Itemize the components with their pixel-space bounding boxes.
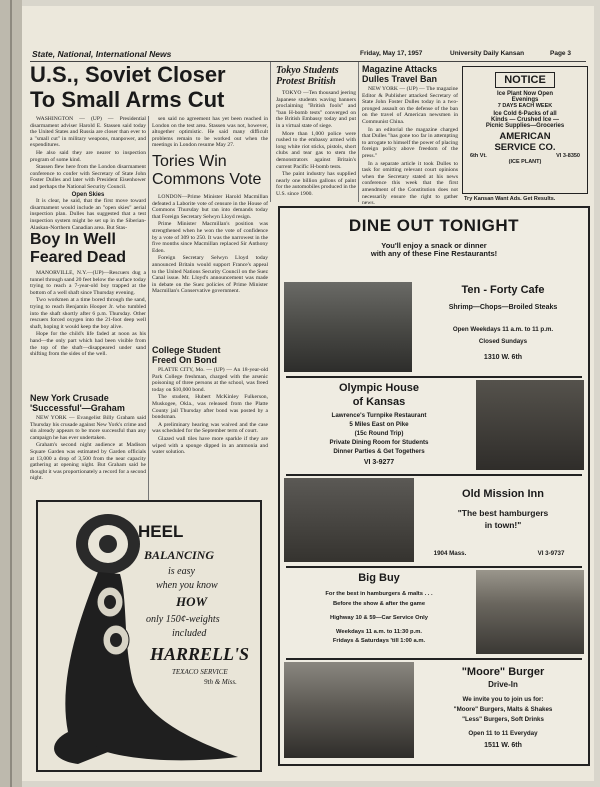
notice-line-6: Picnic Supplies—Groceries <box>485 123 565 129</box>
tokyo-para-2: More than 1,000 police were rushed to the embassy armed with long white riot sticks, pistols, short clubs and tear gas to stem the demonstrators against Britain's current Pacific H-bomb tests. <box>276 130 356 170</box>
magazine-headline-2: Dulles Travel Ban <box>362 74 438 84</box>
notice-company-1: AMERICAN <box>499 131 551 142</box>
ad-divider <box>286 474 582 476</box>
lead-para-5: sen said no agreement has yet been reached in London on the test area. Stassen was not, however, altogether optimistic. He said many difficult problems remain to be worked out when the meetings in London resume May 27. <box>152 116 268 149</box>
boy-story <box>30 270 146 392</box>
magazine-para-1: NEW YORK — (UP) — The magazine Editor & Publisher attacked Secretary of State John Foster Dulles today in a two-pronged assault on the defense of the ban on the travel of American newsmen in Communist China. <box>362 86 458 125</box>
boy-headline-1: Boy In Well <box>30 231 116 248</box>
newspaper-page <box>22 6 594 781</box>
dine-sub-2: with any of these Fine Restaurants! <box>370 249 498 258</box>
r4-name: Big Buy <box>358 572 400 584</box>
notice-title: NOTICE <box>495 72 555 88</box>
r5-line-2: "Moore" Burgers, Malts & Shakes <box>453 706 553 713</box>
college-story <box>152 367 268 497</box>
r2-desc: Lawrence's Turnpike Restaurant <box>331 412 427 419</box>
lead-headline-2: To Small Arms Cut <box>30 87 225 112</box>
crusade-story <box>30 415 146 497</box>
r3-phone: VI 3-9737 <box>537 550 565 557</box>
r5-name-1: "Moore" Burger <box>461 666 545 678</box>
notice-company-2: SERVICE CO. <box>494 142 556 153</box>
magazine-headline-1: Magazine Attacks <box>362 64 438 74</box>
notice-ice: (ICE PLANT) <box>508 159 542 165</box>
issue-date: Friday, May 17, 1957 <box>360 50 423 57</box>
crusade-headline-1: New York Crusade <box>30 393 109 403</box>
tories-para-3: Foreign Secretary Selwyn Lloyd today announced Britain would support France's appeal to the United Nations Security Council on the Suez Canal issue. Mr. Lloyd's announcement was made in debate on the Suez policies of Prime Minister Macmillan's Conservative government. <box>152 255 268 295</box>
ad-divider <box>286 658 582 660</box>
college-para-3: A preliminary hearing was waived and the case was scheduled for the September term of court. <box>152 421 268 435</box>
r4-line-2: Before the show & after the game <box>332 601 426 607</box>
page-number: Page 3 <box>550 50 571 57</box>
wheel-line-1: is easy <box>168 566 195 577</box>
notice-line-1: Ice Plant Now Open <box>496 91 553 97</box>
boy-headline-2: Feared Dead <box>30 249 127 266</box>
crusade-para-2: Graham's second night audience at Madison Square Garden was estimated by Garden officials at 13,000 a drop of 3,500 from the near capacity gathering at opening night. But Graham said he thought it was proportionately a record for a second night. <box>30 442 146 482</box>
notice-line-3: 7 DAYS EACH WEEK <box>497 103 553 109</box>
r5-line-1: We invite you to join us for: <box>462 696 544 703</box>
r3-quote-1: "The best hamburgers <box>457 508 549 518</box>
wheel-word-2: BALANCING <box>144 548 215 562</box>
tories-para-1: LONDON—Prime Minister Harold Macmillan defeated a Laborite vote of censure in the House of Commons Thursday but ran into demands today that Foreign Secretary Selwyn Lloyd resign. <box>152 194 268 220</box>
college-headline-2: Freed On Bond <box>152 355 217 365</box>
r1-hours: Open Weekdays 11 a.m. to 11 p.m. <box>452 326 554 333</box>
tories-headline-1: Tories Win <box>152 153 227 170</box>
lead-para-1: WASHINGTON — (UP) — Presidential disarmament adviser Harold E. Stassen said today the United States and Russia are closer than ever to a "small cut" in military weapons, manpower, and expenditures. <box>30 116 146 149</box>
r2-name-1: Olympic House <box>338 382 420 394</box>
dine-title: DINE OUT TONIGHT <box>348 216 520 235</box>
ten-forty-photo <box>284 282 412 372</box>
wheel-service: TEXACO SERVICE <box>172 668 228 676</box>
magazine-para-2: In an editorial the magazine charged that Dulles "has gone too far in attempting to arrogate to himself the power of placing foreign policy above freedom of the press." <box>362 126 458 159</box>
notice-phone: VI 3-8350 <box>556 153 580 159</box>
paper-name: University Daily Kansan <box>450 50 525 57</box>
college-para-2: The student, Hubert McKinley Fulkerson, Muskogee, Okla., was released from the Platte County jail Thursday after bond was posted by a bondsman. <box>152 394 268 421</box>
r2-name-2: of Kansas <box>352 396 406 408</box>
r5-name-2: Drive-In <box>488 680 518 689</box>
binding-line <box>10 0 12 787</box>
dine-sub-1: You'll enjoy a snack or dinner <box>381 241 487 250</box>
r4-line-3: Highway 10 & 59—Car Service Only <box>330 615 428 621</box>
r4-line-5: Fridays & Saturdays 'till 1:00 a.m. <box>332 638 426 644</box>
college-para-4: Glazed wall tiles have more sparkle if they are wiped with a sponge dipped in an ammonia and water solution. <box>152 435 268 456</box>
dine-out-ad <box>278 206 590 766</box>
big-buy-photo <box>476 570 584 654</box>
boy-para-2: Two workmen at a time bored through the sand, trying to reach Benjamin Hooper Jr. who tumbled into the shaft shortly after 6 p.m. Thursday. Other rescuers forced oxygen into the 21-foot deep well shaft, hoping it would keep the boy alive. <box>30 297 146 330</box>
lead-headline-1: U.S., Soviet Closer <box>30 62 226 87</box>
college-para-1: PLATTE CITY, Mo. — (UP) — An 18-year-old Park College freshman, charged with the arsenic poisoning of three persons at the school, was freed today on $10,000 bond. <box>152 367 268 393</box>
notice-line-4: Ice Cold 6-Packs of all <box>493 111 557 117</box>
column-rule <box>358 62 359 202</box>
notice-line-5: Kinds — Crushed Ice — <box>490 117 559 123</box>
lead-subhead: Open Skies <box>71 191 105 198</box>
r5-line-4: Open 11 to 11 Everyday <box>468 730 538 737</box>
college-headline-1: College Student <box>152 345 221 355</box>
ad-divider <box>286 376 582 378</box>
tokyo-para-3: The paint industry has supplied nearly one billion gallons of paint for the automobiles produced in the U.S. since 1900. <box>276 171 356 197</box>
crusade-para-1: NEW YORK — Evangelist Billy Graham said Thursday his crusade against New York's crime and sin already appears to be more successful than any campaign he has ever undertaken. <box>30 415 146 441</box>
old-mission-photo <box>284 478 414 562</box>
wheel-balancing-ad <box>36 500 262 772</box>
wheel-address: 9th & Miss. <box>204 678 237 686</box>
magazine-para-3: In a separate article it took Dulles to task for omitting relevant court opinions when the Secretary stated at his news conference this week that the first amendment of the Constitution does not necessarily ensure the right to gather news. <box>362 160 458 207</box>
r1-desc: Shrimp—Chops—Broiled Steaks <box>448 304 558 311</box>
wheel-brand: HARRELL'S <box>150 644 250 664</box>
r1-closed: Closed Sundays <box>478 338 528 345</box>
r5-line-3: "Less" Burgers, Soft Drinks <box>462 716 544 723</box>
lead-para-2: He also said they are nearer to inspection program of some kind. <box>30 149 146 163</box>
lead-para-3: Stassen flew here from the London disarmament conference to confer with Secretary of State John Foster Dulles and later with President Eisenhower and perhaps the National Security Council. <box>30 164 146 190</box>
notice-line-2: Evenings <box>511 97 539 103</box>
moore-burger-photo <box>284 662 414 758</box>
r2-line-4: Private Dining Room for Students <box>329 439 429 446</box>
boy-para-3: Hope for the child's life faded at noon as his hand—the only part which had been visible from the top of the shaft—disappeared under sand shifting from the sides of the well. <box>30 331 146 358</box>
ad-divider <box>286 566 582 568</box>
wheel-line-4: only 150¢-weights <box>146 614 220 625</box>
wheel-line-2: when you know <box>156 580 218 591</box>
r2-line-3: (15c Round Trip) <box>354 430 404 437</box>
r2-line-2: 5 Miles East on Pike <box>349 421 409 428</box>
r4-line-1: For the best in hamburgers & malts . . . <box>325 591 433 597</box>
tokyo-headline-2: Protest British <box>276 76 336 87</box>
tories-para-2: Prime Minister Macmillan's position was strengthened when he won the vote of confidence by a vote of 309 to 250. It was the narrowest in the five months since Macmillan replaced Sir Anthony Eden. <box>152 221 268 254</box>
wheel-line-5: included <box>172 628 207 639</box>
lead-story-col1 <box>30 116 146 231</box>
magazine-story <box>362 86 458 207</box>
tories-story <box>152 194 268 344</box>
r3-name: Old Mission Inn <box>462 488 544 500</box>
r1-name: Ten - Forty Cafe <box>461 284 545 296</box>
column-rule <box>270 62 271 202</box>
tokyo-headline-1: Tokyo Students <box>276 65 339 76</box>
want-ads-tagline: Try Kansan Want Ads. Get Results. <box>464 196 556 202</box>
tokyo-story <box>276 90 356 202</box>
lead-para-4: It is clear, he said, that the first move toward disarmament would include an "open skies" aerial inspection plan. Dulles has suggested that a test inspection system might be set up in the Siberian-Alaskan-Northern Canadian area. But Stas- <box>30 198 146 231</box>
r3-address: 1904 Mass. <box>433 550 467 557</box>
lead-story-col2 <box>152 116 268 150</box>
wheel-line-3: HOW <box>176 594 208 609</box>
tokyo-para-1: TOKYO —Ten thousand jeering Japanese students waving banners proclaiming "British fools" and "ban H-bomb tests" converged on the British Embassy today and put in a virtual state of siege. <box>276 90 356 129</box>
wheel-word-1: HEEL <box>138 522 184 541</box>
crusade-headline-2: 'Successful'—Graham <box>30 403 125 413</box>
r2-line-5: Dinner Parties & Get Togethers <box>333 448 425 455</box>
section-title: State, National, International News <box>32 49 172 59</box>
notice-ad <box>462 66 588 194</box>
r3-quote-2: in town!" <box>484 520 522 530</box>
seal-illustration <box>38 502 260 770</box>
tories-headline-2: Commons Vote <box>152 171 262 188</box>
r1-address: 1310 W. 6th <box>483 354 523 361</box>
olympic-house-photo <box>476 380 584 470</box>
boy-para-1: MANORVILLE, N.Y.—(UP)—Rescuers dug a tunnel through sand 20 feet below the surface today trying to reach a 7-year-old boy trapped at the bottom of a well shaft since Thursday evening. <box>30 270 146 296</box>
r4-line-4: Weekdays 11 a.m. to 11:30 p.m. <box>336 629 422 635</box>
r5-address: 1511 W. 6th <box>484 742 522 749</box>
notice-address: 6th Vt. <box>470 153 487 159</box>
r2-phone: VI 3-9277 <box>363 459 395 466</box>
